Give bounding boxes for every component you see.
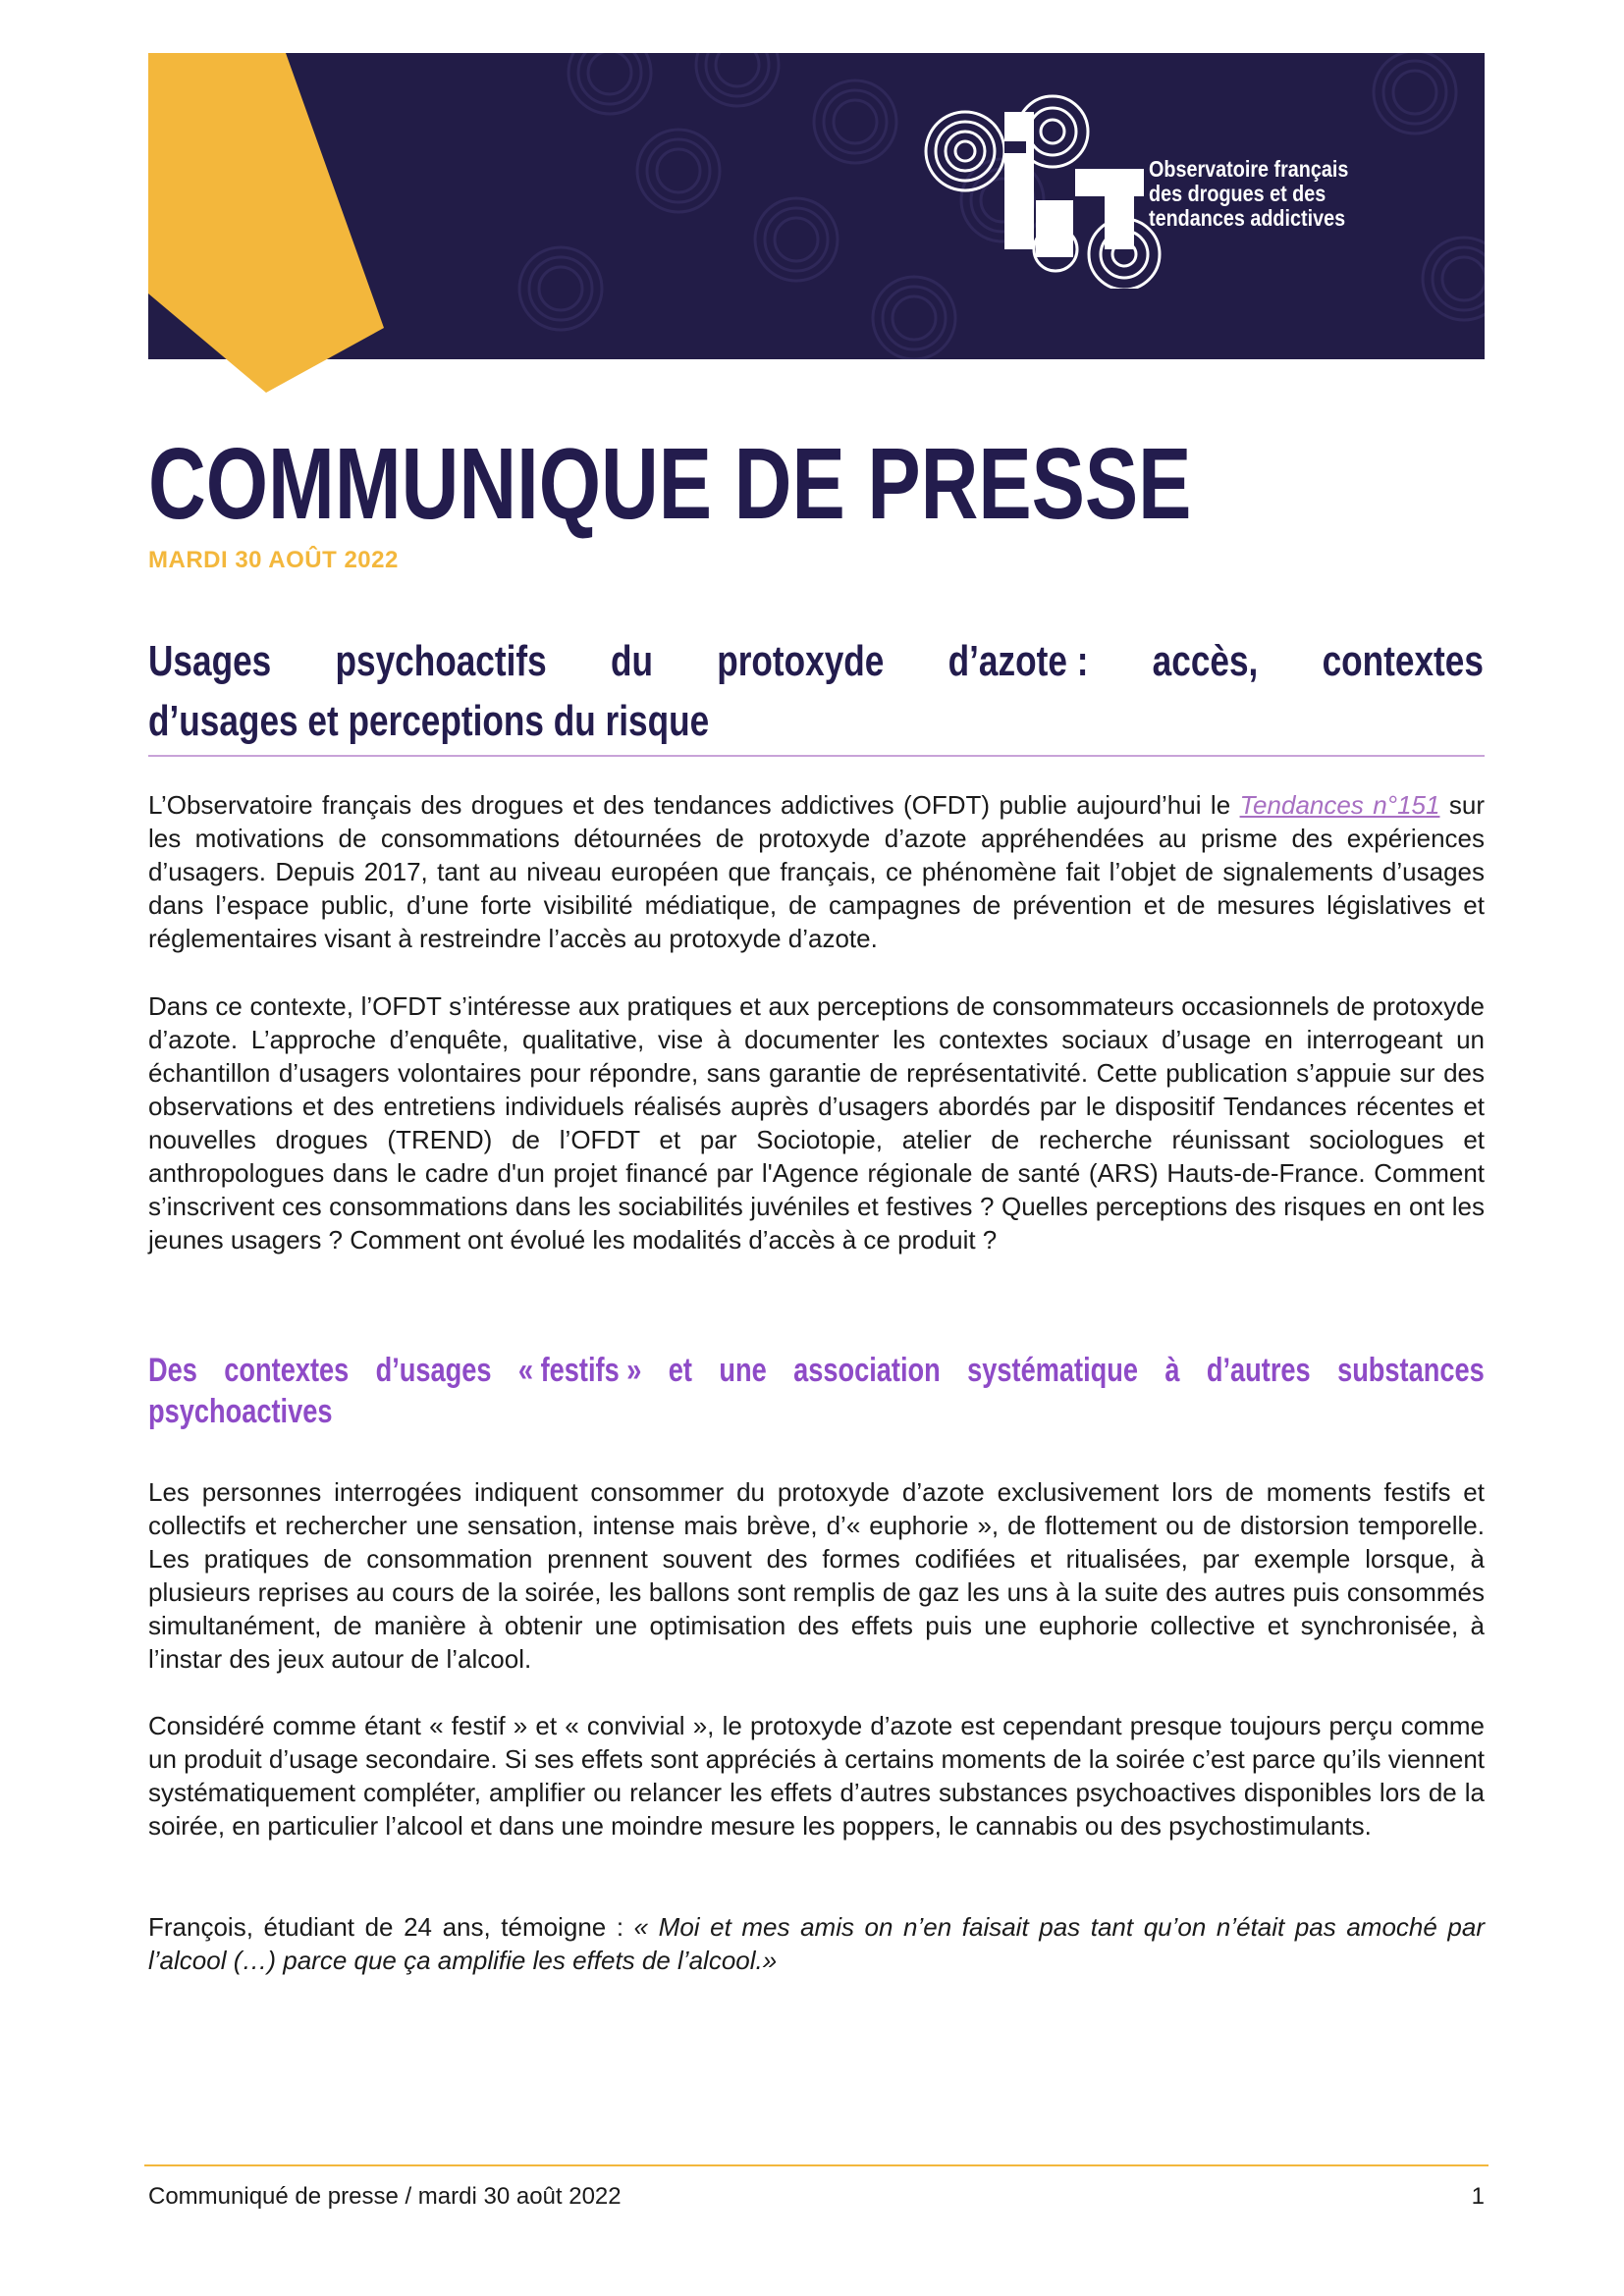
testimony-intro: François, étudiant de 24 ans, témoigne : <box>148 1912 634 1942</box>
subtitle-divider <box>148 755 1485 757</box>
yellow-accent-shape-icon <box>148 53 384 393</box>
section-heading-word: « festifs » <box>517 1352 642 1389</box>
section-heading-word: association <box>793 1352 941 1389</box>
page-number: 1 <box>1471 2183 1485 2210</box>
section-heading-word: une <box>719 1352 767 1389</box>
section-heading-word: d’autres <box>1206 1352 1311 1389</box>
subtitle-word: accès, <box>1152 637 1259 685</box>
subtitle-word: d’azote : <box>947 637 1089 685</box>
footer-divider <box>144 2164 1489 2166</box>
subtitle-word: contextes <box>1322 637 1484 685</box>
section-heading-line-2: psychoactives <box>148 1393 333 1430</box>
logo-text-line: Observatoire français <box>1149 156 1349 182</box>
testimony-paragraph <box>148 1910 1485 1977</box>
subtitle-word: Usages <box>148 637 272 685</box>
section-heading <box>148 1350 1485 1432</box>
logo-text-line: tendances addictives <box>1149 205 1346 231</box>
subtitle-line-1 <box>148 631 1484 691</box>
logo-text-line: des drogues et des <box>1149 181 1326 206</box>
section-heading-word: contextes <box>224 1352 350 1389</box>
section-heading-word: Des <box>148 1352 197 1389</box>
ofdt-logo-text <box>1149 157 1369 231</box>
tendances-151-link[interactable]: Tendances n°151 <box>1239 790 1440 820</box>
page-title: COMMUNIQUE DE PRESSE <box>148 427 1192 540</box>
publication-date: MARDI 30 AOÛT 2022 <box>148 547 399 573</box>
footer-text: Communiqué de presse / mardi 30 août 2022 <box>148 2183 622 2210</box>
ofdt-logo-icon <box>918 53 1173 289</box>
subtitle-word: protoxyde <box>717 637 885 685</box>
body-paragraph: Considéré comme étant « festif » et « convivial », le protoxyde d’azote est cependant presque toujours perçu comme un produit d’usage secondaire. Si ses effets sont appréciés à certains moments de la soirée c’est parce qu’ils viennent systématiquement compléter, amplifier ou relancer les effets d’autres substances psychoactives disponibles lors de la soirée, en particulier l’alcool et dans une moindre mesure les poppers, le cannabis ou des psychostimulants. <box>148 1711 1485 1841</box>
subtitle-word: du <box>610 637 653 685</box>
intro-text-after-link: sur les motivations de consommations détournées de protoxyde d’azote appréhendées au prisme des expériences d’usagers. Depuis 2017, tant au niveau européen que français, ce phénomène fait l’objet de signalements d’usages dans l’espace public, d’une forte visibilité médiatique, de campagnes de prévention et de mesures législatives et réglementaires visant à restreindre l’accès au protoxyde d’azote. <box>148 790 1485 953</box>
subtitle-line-2: d’usages et perceptions du risque <box>148 697 710 745</box>
body-paragraph: Les personnes interrogées indiquent consommer du protoxyde d’azote exclusivement lors de moments festifs et collectifs et rechercher une sensation, intense mais brève, d’« euphorie », de flottement ou de distorsion temporelle. Les pratiques de consommation prennent souvent des formes codifiées et ritualisées, par exemple lorsque, à plusieurs reprises au cours de la soirée, les ballons sont remplis de gaz les uns à la suite des autres puis consommés simultanément, de manière à obtenir une optimisation des effets puis une euphorie collective et synchronisée, à l’instar des jeux autour de l’alcool. <box>148 1477 1485 1674</box>
testimony-quote: « Moi et mes amis on n’en faisait pas tant qu’on n’était pas amoché par l’alcool (…) parce que ça amplifie les effets de l’alcool.» <box>148 1912 1485 1975</box>
section-heading-word: systématique <box>967 1352 1138 1389</box>
section-heading-word: et <box>668 1352 692 1389</box>
context-paragraph: Dans ce contexte, l’OFDT s’intéresse aux pratiques et aux perceptions de consommateurs occasionnels de protoxyde d’azote. L’approche d’enquête, qualitative, vise à documenter les contextes sociaux d’usage en interrogeant un échantillon d’usagers volontaires pour répondre, sans garantie de représentativité. Cette publication s’appuie sur des observations et des entretiens individuels réalisés auprès d’usagers abordés par le dispositif Tendances récentes et nouvelles drogues (TREND) de l’OFDT et par Sociotopie, atelier de recherche réunissant sociologues et anthropologues dans le cadre d'un projet financé par l'Agence régionale de santé (ARS) Hauts-de-France. Comment s’inscrivent ces consommations dans les sociabilités juvéniles et festives ? Quelles perceptions des risques en ont les jeunes usagers ? Comment ont évolué les modalités d’accès à ce produit ? <box>148 991 1485 1255</box>
subtitle <box>148 631 1485 751</box>
subtitle-word: psychoactifs <box>335 637 547 685</box>
intro-paragraph <box>148 788 1485 955</box>
intro-text-before-link: L’Observatoire français des drogues et des tendances addictives (OFDT) publie aujourd’hui le <box>148 790 1240 820</box>
section-heading-word: substances <box>1337 1352 1485 1389</box>
section-heading-line-1 <box>148 1350 1485 1391</box>
section-heading-word: d’usages <box>375 1352 492 1389</box>
section-heading-word: à <box>1164 1352 1180 1389</box>
